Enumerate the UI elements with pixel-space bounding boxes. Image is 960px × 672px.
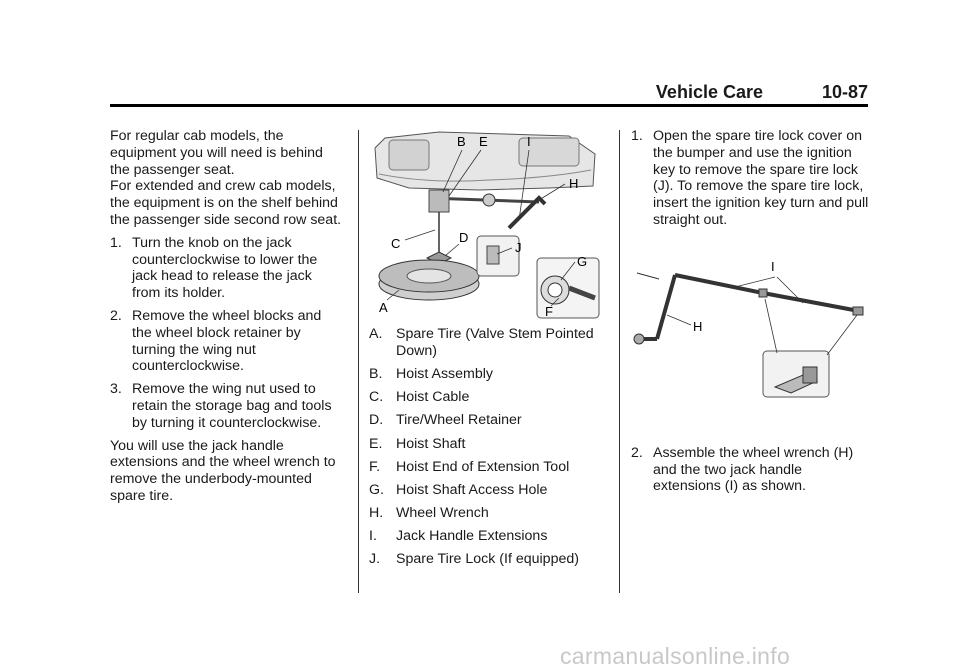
- wheel-wrench-assembly-illustration: [631, 253, 871, 423]
- legend-key: G.: [369, 481, 384, 498]
- step-text: Remove the wheel blocks and the wheel block retainer by turning the wing nut counterclockwise.: [132, 307, 322, 375]
- legend-item: [369, 326, 599, 360]
- column-divider-left: [358, 130, 359, 593]
- column-2: [369, 128, 599, 575]
- legend-key: H.: [369, 505, 384, 522]
- legend-text: Hoist Shaft: [396, 435, 466, 452]
- legend-text: Jack Handle Extensions: [396, 528, 548, 545]
- step-item: [110, 235, 342, 302]
- legend-item: [369, 528, 599, 545]
- legend-item: [369, 412, 599, 429]
- legend-text: Spare Tire (Valve Stem Pointed Down): [396, 326, 594, 359]
- legend-text: Hoist Shaft Access Hole: [396, 481, 548, 498]
- legend-key: B.: [369, 365, 383, 382]
- step-text: Turn the knob on the jack counterclockwise to lower the jack head to release the jack from its holder.: [132, 234, 318, 302]
- callout-i: I: [527, 134, 531, 149]
- legend-text: Hoist End of Extension Tool: [396, 458, 570, 475]
- callout-i: I: [771, 258, 775, 274]
- callout-d: D: [459, 230, 469, 245]
- legend-text: Wheel Wrench: [396, 505, 489, 522]
- legend-item: [369, 389, 599, 406]
- legend-item: [369, 459, 599, 476]
- callout-f: F: [545, 304, 553, 319]
- legend-text: Hoist Assembly: [396, 365, 493, 382]
- outro-paragraph: You will use the jack handle extensions and the wheel wrench to remove the underbody-mounted spare tire.: [110, 437, 336, 504]
- figure-legend: [369, 326, 599, 568]
- column-divider-right: [619, 130, 620, 593]
- legend-key: C.: [369, 389, 384, 406]
- legend-item: [369, 551, 599, 568]
- legend-key: E.: [369, 435, 383, 452]
- step-item: [631, 128, 871, 229]
- step-text: Assemble the wheel wrench (H) and the two jack handle extensions (I) as shown.: [653, 444, 854, 495]
- callout-h: H: [693, 318, 703, 334]
- legend-item: [369, 482, 599, 499]
- page-number: 10-87: [821, 82, 868, 102]
- spare-tire-hoist-illustration: [369, 128, 601, 320]
- step-item: [110, 308, 342, 375]
- step-text: Remove the wing nut used to retain the storage bag and tools by turning it counterclockwise.: [132, 381, 332, 431]
- legend-key: A.: [369, 326, 383, 342]
- step-number: 1.: [631, 128, 643, 144]
- page-header: [110, 80, 868, 107]
- legend-item: [369, 436, 599, 453]
- callout-g: G: [577, 254, 588, 269]
- legend-text: Hoist Cable: [396, 389, 470, 406]
- step-number: 3.: [110, 381, 122, 398]
- callout-h: H: [569, 176, 579, 191]
- legend-key: I.: [369, 528, 377, 545]
- step-number: 2.: [110, 307, 122, 324]
- legend-key: J.: [369, 551, 381, 568]
- callout-c: C: [391, 236, 401, 251]
- legend-key: D.: [369, 412, 384, 429]
- intro-regular-cab: For regular cab models, the equipment you will need is behind the passenger seat.: [110, 128, 323, 178]
- legend-key: F.: [369, 458, 381, 475]
- legend-item: [369, 505, 599, 522]
- callout-j: J: [515, 240, 522, 255]
- callout-a: A: [379, 300, 388, 315]
- step-item: [110, 381, 342, 431]
- callout-b: B: [457, 134, 466, 149]
- callout-e: E: [479, 134, 488, 149]
- watermark: carmanualsonline.info: [560, 643, 791, 669]
- step-text: Open the spare tire lock cover on the bumper and use the ignition key to remove the spare tire lock (J). To remove the spare tire lock, insert the ignition key turn and pull straight out.: [653, 128, 869, 228]
- legend-item: [369, 366, 599, 383]
- column-1: [110, 128, 342, 511]
- legend-text: Tire/Wheel Retainer: [396, 412, 522, 429]
- step-number: 2.: [631, 444, 643, 461]
- step-item: [631, 445, 871, 495]
- section-title: Vehicle Care: [655, 82, 763, 102]
- intro-extended-cab: For extended and crew cab models, the equipment is on the shelf behind the passenger side second row seat.: [110, 178, 342, 228]
- step-number: 1.: [110, 234, 122, 251]
- column-3: [631, 128, 871, 501]
- legend-text: Spare Tire Lock (If equipped): [396, 551, 579, 568]
